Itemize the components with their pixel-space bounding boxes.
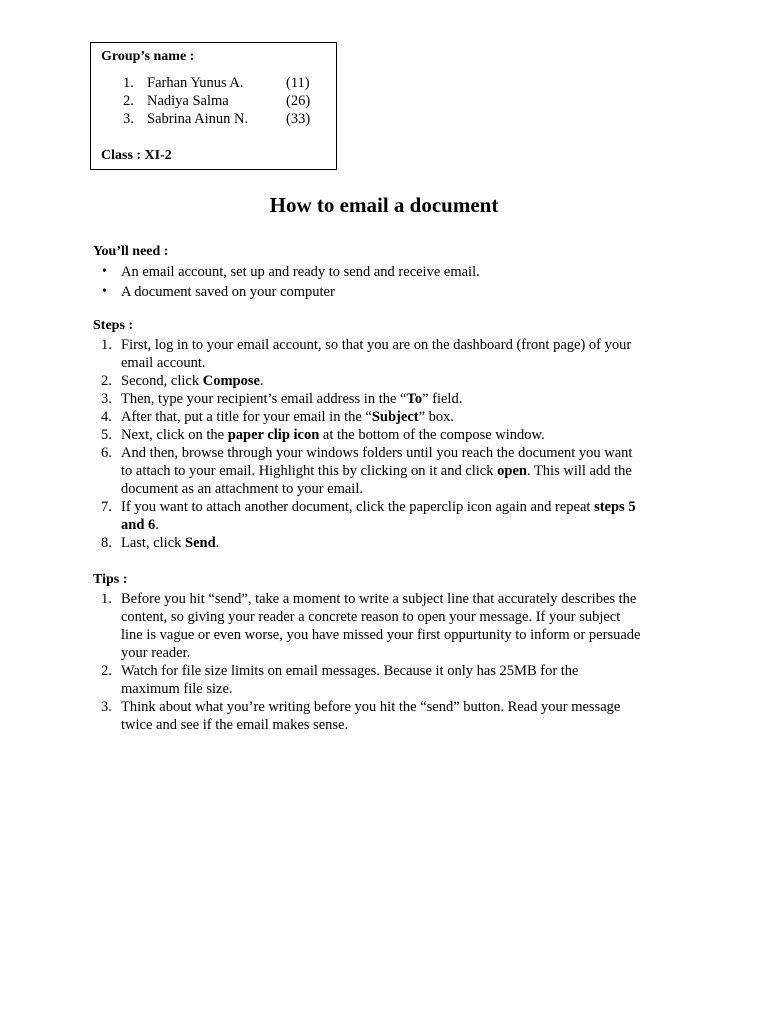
step-text: document as an attachment to your email. [121, 481, 363, 497]
step-text: email account. [121, 355, 206, 371]
tip-text: content, so giving your reader a concrete reason to open your message. If your subject [121, 609, 621, 625]
member-name: Sabrina Ainun N. [147, 111, 249, 127]
tip-number: 1. [101, 591, 112, 607]
step-text: Then, type your recipient’s email address in the “To” field. [121, 391, 463, 407]
tip-text: Before you hit “send”, take a moment to write a subject line that accurately describes the [121, 591, 637, 607]
step-keyword: To [406, 391, 423, 407]
needs-heading: You’ll need : [93, 244, 169, 259]
step-text: After that, put a title for your email in the “Subject” box. [121, 409, 455, 425]
tip-text: maximum file size. [121, 681, 233, 697]
member-number: 2. [123, 93, 134, 109]
tips-heading: Tips : [93, 572, 128, 587]
step-number: 6. [101, 445, 112, 461]
step-text: And then, browse through your windows folders until you reach the document you want [121, 445, 633, 461]
bullet-icon: • [102, 264, 107, 279]
step-text: Next, click on the paper clip icon at the bottom of the compose window. [121, 427, 545, 443]
member-name: Nadiya Salma [147, 93, 229, 109]
step-text: Last, click Send. [121, 535, 220, 551]
step-number: 7. [101, 499, 112, 515]
tip-number: 2. [101, 663, 112, 679]
member-number: 3. [123, 111, 134, 127]
step-keyword: Subject [371, 409, 419, 425]
steps-heading: Steps : [93, 318, 134, 333]
step-text: and 6. [121, 517, 159, 533]
tip-text: Watch for file size limits on email messages. Because it only has 25MB for the [121, 663, 579, 679]
group-heading: Group’s name : [101, 49, 195, 64]
class-label: Class : XI-2 [101, 148, 172, 163]
tip-text: line is vague or even worse, you have missed your first oppurtunity to inform or persuade [121, 627, 641, 643]
step-keyword: Compose [202, 373, 260, 389]
member-number-absen: (11) [286, 75, 310, 91]
needs-item: An email account, set up and ready to send and receive email. [121, 264, 480, 280]
step-number: 2. [101, 373, 112, 389]
needs-item: A document saved on your computer [121, 284, 335, 300]
member-name: Farhan Yunus A. [147, 75, 244, 91]
step-number: 3. [101, 391, 112, 407]
step-keyword: steps 5 [594, 499, 636, 515]
document-title: How to email a document [269, 193, 499, 217]
member-number: 1. [123, 75, 134, 91]
tip-number: 3. [101, 699, 112, 715]
tip-text: twice and see if the email makes sense. [121, 717, 349, 733]
tip-text: Think about what you’re writing before you hit the “send” button. Read your message [121, 699, 621, 715]
step-number: 5. [101, 427, 112, 443]
member-number-absen: (26) [286, 93, 311, 109]
step-number: 1. [101, 337, 112, 353]
step-number: 8. [101, 535, 112, 551]
step-text: to attach to your email. Highlight this by clicking on it and click open. This will add the [121, 463, 632, 479]
step-keyword: open [497, 463, 527, 479]
group-info-box [90, 42, 337, 170]
step-text: First, log in to your email account, so that you are on the dashboard (front page) of your [121, 337, 632, 353]
step-keyword: paper clip icon [227, 427, 320, 443]
step-keyword: Send [185, 535, 216, 551]
step-text: Second, click Compose. [121, 373, 264, 389]
step-number: 4. [101, 409, 112, 425]
bullet-icon: • [102, 284, 107, 299]
member-number-absen: (33) [286, 111, 311, 127]
tip-text: your reader. [121, 645, 191, 661]
step-keyword: and 6 [121, 517, 156, 533]
step-text: If you want to attach another document, click the paperclip icon again and repeat steps 5 [121, 499, 636, 515]
